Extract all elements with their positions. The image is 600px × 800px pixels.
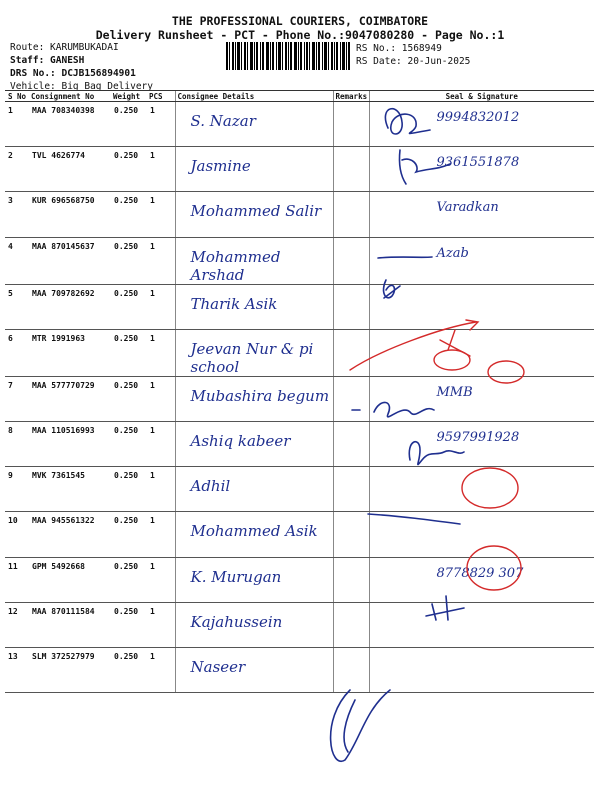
row-sno-text: 9 xyxy=(8,471,13,481)
column-header-pcs: PCS xyxy=(147,91,175,102)
row-consignee-text: Tharik Asik xyxy=(190,294,278,313)
row-pcs xyxy=(147,602,175,647)
drs-number: DRS No.: DCJB156894901 xyxy=(10,68,136,79)
row-pcs-text: 1 xyxy=(150,651,155,661)
row-signature xyxy=(369,329,594,376)
row-weight-text: 0.250 xyxy=(114,333,139,343)
row-sno xyxy=(5,647,29,692)
table-header-row xyxy=(5,91,594,102)
row-consignment-no xyxy=(29,557,111,602)
row-weight xyxy=(111,237,147,284)
row-consignment-no xyxy=(29,329,111,376)
row-pcs-text: 1 xyxy=(150,471,155,481)
row-weight xyxy=(111,557,147,602)
row-sno-text: 2 xyxy=(8,151,13,161)
table-row xyxy=(5,102,594,147)
row-consignee-text: Mohammed Asik xyxy=(190,522,318,541)
row-consignee-text: Adhil xyxy=(190,477,231,496)
row-consignee-text: Mohammed Salir xyxy=(190,202,322,221)
row-consignee-text: S. Nazar xyxy=(190,112,256,130)
row-weight-text: 0.250 xyxy=(114,425,139,435)
row-remarks xyxy=(333,647,369,692)
row-signature-text: 9994832012 xyxy=(436,110,520,125)
row-weight-text: 0.250 xyxy=(114,288,139,298)
table-row xyxy=(5,512,594,557)
row-pcs-text: 1 xyxy=(150,241,155,251)
row-pcs xyxy=(147,102,175,147)
row-weight xyxy=(111,147,147,192)
table-row xyxy=(5,467,594,512)
row-consignment-no xyxy=(29,421,111,466)
row-pcs xyxy=(147,557,175,602)
row-signature-text: 9361551878 xyxy=(436,155,520,171)
row-sno xyxy=(5,467,29,512)
row-consignment-no xyxy=(29,512,111,557)
row-consignee xyxy=(175,421,333,466)
barcode xyxy=(226,42,350,70)
row-consignment-no-text: MAA 870111584 xyxy=(32,606,95,616)
row-weight xyxy=(111,512,147,557)
row-pcs xyxy=(147,237,175,284)
row-weight xyxy=(111,192,147,237)
column-header-weight: Weight xyxy=(111,91,147,102)
row-sno-text: 13 xyxy=(8,651,18,661)
row-weight xyxy=(111,284,147,329)
row-pcs-text: 1 xyxy=(150,288,155,298)
row-signature xyxy=(369,284,594,329)
row-sno-text: 3 xyxy=(8,196,13,206)
rs-date: RS Date: 20-Jun-2025 xyxy=(356,56,471,67)
table-row xyxy=(5,147,594,192)
table-row xyxy=(5,602,594,647)
row-consignment-no-text: MAA 709782692 xyxy=(32,288,95,298)
row-consignment-no-text: MAA 870145637 xyxy=(32,241,95,251)
row-pcs-text: 1 xyxy=(150,516,155,526)
row-remarks xyxy=(333,421,369,466)
row-sno-text: 10 xyxy=(8,516,18,526)
row-pcs xyxy=(147,376,175,421)
row-remarks xyxy=(333,512,369,557)
row-remarks xyxy=(333,376,369,421)
row-pcs xyxy=(147,467,175,512)
row-sno xyxy=(5,557,29,602)
row-signature xyxy=(369,467,594,512)
row-sno-text: 5 xyxy=(8,288,13,298)
row-consignee xyxy=(175,329,333,376)
runsheet-table xyxy=(5,90,594,693)
row-consignment-no xyxy=(29,602,111,647)
row-consignment-no xyxy=(29,467,111,512)
row-weight-text: 0.250 xyxy=(114,651,139,661)
row-weight-text: 0.250 xyxy=(114,151,139,161)
staff-label: Staff: GANESH xyxy=(10,55,85,66)
row-consignee-text: Mohammed Arshad xyxy=(190,247,281,284)
row-consignee-text: Kajahussein xyxy=(190,612,283,631)
column-header-sno: S No xyxy=(5,91,29,102)
row-weight xyxy=(111,421,147,466)
row-signature-text: 8778829 307 xyxy=(436,565,524,581)
row-pcs xyxy=(147,284,175,329)
row-consignee xyxy=(175,237,333,284)
column-header-signature: Seal & Signature xyxy=(369,91,594,102)
row-consignee xyxy=(175,376,333,421)
row-signature xyxy=(369,557,594,602)
row-consignee xyxy=(175,284,333,329)
row-consignment-no-text: KUR 696568750 xyxy=(32,196,95,206)
row-sno-text: 8 xyxy=(8,425,13,435)
column-header-consignment: Consignment No xyxy=(29,91,111,102)
row-consignment-no-text: MAA 945561322 xyxy=(32,516,95,526)
document-subtitle: Delivery Runsheet - PCT - Phone No.:9047080280 - Page No.:1 xyxy=(95,28,505,42)
row-signature xyxy=(369,147,594,192)
row-sno-text: 4 xyxy=(8,241,13,251)
row-signature xyxy=(369,192,594,237)
row-consignment-no xyxy=(29,147,111,192)
row-pcs xyxy=(147,329,175,376)
row-weight-text: 0.250 xyxy=(114,196,139,206)
row-weight-text: 0.250 xyxy=(114,606,139,616)
row-consignee-text: Mubashira begum xyxy=(190,386,330,405)
row-pcs-text: 1 xyxy=(150,333,155,343)
row-weight xyxy=(111,602,147,647)
document-title: THE PROFESSIONAL COURIERS, COIMBATORE xyxy=(171,14,429,28)
row-consignee xyxy=(175,602,333,647)
row-pcs-text: 1 xyxy=(150,106,155,115)
row-consignee xyxy=(175,557,333,602)
column-header-remarks: Remarks xyxy=(333,91,369,102)
row-sno-text: 6 xyxy=(8,333,13,343)
runsheet-meta-right xyxy=(356,42,470,68)
row-consignment-no xyxy=(29,284,111,329)
table-row xyxy=(5,192,594,237)
row-signature-text: MMB xyxy=(436,384,473,400)
table-row xyxy=(5,329,594,376)
row-pcs-text: 1 xyxy=(150,606,155,616)
column-header-consignee: Consignee Details xyxy=(175,91,333,102)
row-sno xyxy=(5,147,29,192)
row-pcs xyxy=(147,647,175,692)
row-weight-text: 0.250 xyxy=(114,516,139,526)
row-signature-text: Varadkan xyxy=(436,200,499,216)
row-weight xyxy=(111,329,147,376)
row-signature xyxy=(369,602,594,647)
row-consignment-no-text: MAA 708340398 xyxy=(32,106,95,115)
row-signature-text: Azab xyxy=(436,245,469,261)
row-weight-text: 0.250 xyxy=(114,380,139,390)
row-remarks xyxy=(333,557,369,602)
row-sno-text: 1 xyxy=(8,106,13,115)
row-weight xyxy=(111,647,147,692)
row-weight-text: 0.250 xyxy=(114,561,139,571)
row-remarks xyxy=(333,284,369,329)
row-consignee-text: K. Murugan xyxy=(190,567,282,586)
row-consignment-no-text: GPM 5492668 xyxy=(32,561,85,571)
row-consignee-text: Jeevan Nur & pi school xyxy=(190,339,314,376)
row-weight xyxy=(111,376,147,421)
row-remarks xyxy=(333,467,369,512)
row-consignment-no-text: MTR 1991963 xyxy=(32,333,85,343)
row-consignment-no-text: MAA 110516993 xyxy=(32,425,95,435)
row-pcs-text: 1 xyxy=(150,380,155,390)
row-consignment-no xyxy=(29,237,111,284)
row-sno xyxy=(5,512,29,557)
row-sno-text: 7 xyxy=(8,380,13,390)
row-signature xyxy=(369,421,594,466)
row-sno xyxy=(5,192,29,237)
row-weight xyxy=(111,102,147,147)
rs-number: RS No.: 1568949 xyxy=(356,43,442,54)
row-weight-text: 0.250 xyxy=(114,241,139,251)
row-sno xyxy=(5,102,29,147)
row-remarks xyxy=(333,192,369,237)
row-remarks xyxy=(333,602,369,647)
row-consignment-no-text: MAA 577770729 xyxy=(32,380,95,390)
row-consignment-no xyxy=(29,192,111,237)
row-sno-text: 12 xyxy=(8,606,18,616)
row-pcs-text: 1 xyxy=(150,561,155,571)
row-consignee-text: Jasmine xyxy=(190,157,251,176)
page-signature xyxy=(331,690,390,761)
row-consignment-no xyxy=(29,376,111,421)
row-sno xyxy=(5,421,29,466)
row-consignment-no xyxy=(29,102,111,147)
row-consignee-text: Naseer xyxy=(190,657,246,676)
row-consignment-no-text: MVK 7361545 xyxy=(32,471,85,481)
row-sno-text: 11 xyxy=(8,561,18,571)
row-signature xyxy=(369,647,594,692)
table-row xyxy=(5,284,594,329)
row-consignment-no-text: TVL 4626774 xyxy=(32,151,85,161)
row-consignee xyxy=(175,467,333,512)
table-row xyxy=(5,557,594,602)
row-sno xyxy=(5,376,29,421)
table-row xyxy=(5,376,594,421)
row-pcs-text: 1 xyxy=(150,151,155,161)
row-remarks xyxy=(333,102,369,147)
row-pcs xyxy=(147,421,175,466)
row-sno xyxy=(5,284,29,329)
row-sno xyxy=(5,602,29,647)
runsheet-meta-left xyxy=(10,41,153,93)
row-consignee xyxy=(175,192,333,237)
row-signature xyxy=(369,512,594,557)
row-consignee xyxy=(175,102,333,147)
row-sno xyxy=(5,237,29,284)
row-signature xyxy=(369,237,594,284)
vehicle-label: Vehicle: Big Bag Delivery xyxy=(10,81,153,92)
row-sno xyxy=(5,329,29,376)
row-remarks xyxy=(333,329,369,376)
row-pcs xyxy=(147,192,175,237)
table-row xyxy=(5,647,594,692)
row-signature xyxy=(369,376,594,421)
table-row xyxy=(5,421,594,466)
row-pcs-text: 1 xyxy=(150,196,155,206)
row-weight-text: 0.250 xyxy=(114,471,139,481)
row-consignment-no xyxy=(29,647,111,692)
row-consignee xyxy=(175,147,333,192)
route-label: Route: KARUMBUKADAI xyxy=(10,42,119,53)
row-weight-text: 0.250 xyxy=(114,106,139,115)
row-consignee-text: Ashiq kabeer xyxy=(190,431,291,450)
table-row xyxy=(5,237,594,284)
row-weight xyxy=(111,467,147,512)
row-consignment-no-text: SLM 372527979 xyxy=(32,651,95,661)
row-pcs xyxy=(147,512,175,557)
row-signature xyxy=(369,102,594,147)
row-consignee xyxy=(175,647,333,692)
row-pcs-text: 1 xyxy=(150,425,155,435)
row-remarks xyxy=(333,147,369,192)
row-pcs xyxy=(147,147,175,192)
row-remarks xyxy=(333,237,369,284)
row-consignee xyxy=(175,512,333,557)
row-signature-text: 9597991928 xyxy=(436,429,520,445)
